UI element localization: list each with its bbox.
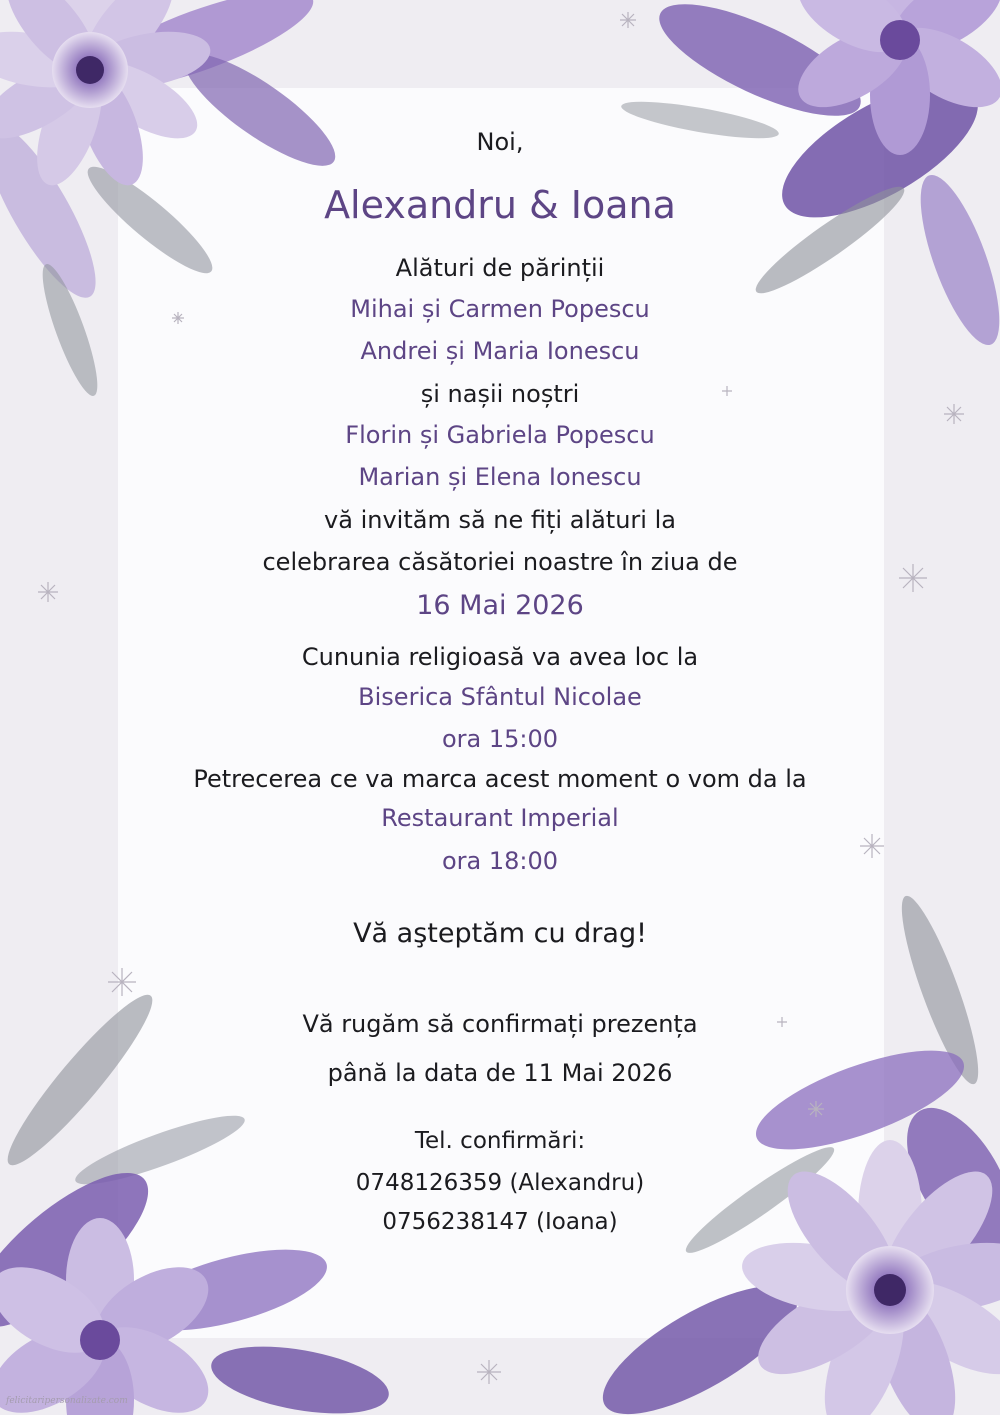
couple-names: Alexandru & Ioana xyxy=(324,183,676,227)
parents-name-1: Mihai și Carmen Popescu xyxy=(350,295,650,323)
godparents-intro: și nașii noștri xyxy=(420,380,580,408)
phone-ioana: 0756238147 (Ioana) xyxy=(382,1209,618,1235)
party-time: ora 18:00 xyxy=(441,847,559,875)
bottom-left-flower-cluster xyxy=(0,983,394,1415)
rsvp-line-2: până la data de 11 Mai 2026 xyxy=(327,1059,673,1087)
rsvp-line-1: Vă rugăm să confirmați prezența xyxy=(302,1010,698,1038)
party-venue: Restaurant Imperial xyxy=(381,804,619,832)
parents-intro: Alături de părinții xyxy=(395,254,605,282)
ceremony-time: ora 15:00 xyxy=(441,725,559,753)
parents-name-2: Andrei și Maria Ionescu xyxy=(360,337,640,365)
godparents-name-1: Florin și Gabriela Popescu xyxy=(345,421,655,449)
party-intro: Petrecerea ce va marca acest moment o vom da la xyxy=(193,765,807,793)
closing-text: Vă aşteptăm cu drag! xyxy=(353,918,647,949)
intro-text: Noi, xyxy=(476,128,524,156)
ceremony-venue: Biserica Sfântul Nicolae xyxy=(358,683,642,711)
invite-line-1: vă invităm să ne fiți alături la xyxy=(324,506,676,534)
godparents-name-2: Marian și Elena Ionescu xyxy=(358,463,642,491)
phone-alexandru: 0748126359 (Alexandru) xyxy=(355,1170,645,1196)
wedding-date: 16 Mai 2026 xyxy=(416,590,584,621)
invite-line-2: celebrarea căsătoriei noastre în ziua de xyxy=(262,548,738,576)
ceremony-intro: Cununia religioasă va avea loc la xyxy=(301,643,699,671)
watermark: felicitaripersonalizate.com xyxy=(6,1396,128,1406)
tel-label: Tel. confirmări: xyxy=(414,1128,586,1154)
